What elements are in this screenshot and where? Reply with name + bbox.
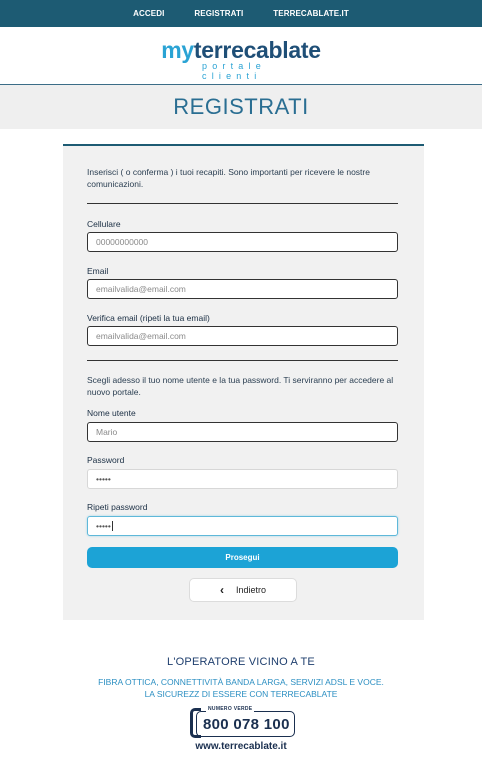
title-band bbox=[0, 85, 482, 129]
email-input[interactable]: emailvalida@email.com bbox=[87, 279, 398, 299]
chevron-left-icon: ‹ bbox=[219, 583, 224, 597]
indietro-label: Indietro bbox=[235, 585, 267, 595]
email-label: Email bbox=[87, 266, 109, 276]
cellulare-label: Cellulare bbox=[87, 219, 121, 229]
repeat-password-input[interactable]: ••••• bbox=[87, 516, 398, 536]
password-input[interactable]: ••••• bbox=[87, 469, 398, 489]
password-label: Password bbox=[87, 455, 125, 465]
footer-tagline: LA SICUREZZ DI ESSERE CON TERRECABLATE bbox=[144, 689, 338, 699]
nav-terrecablate-link[interactable]: TERRECABLATE.IT bbox=[273, 9, 349, 18]
divider bbox=[87, 360, 398, 361]
prosegui-button[interactable]: Prosegui bbox=[87, 547, 398, 568]
top-nav bbox=[0, 0, 482, 27]
logo-brand: terrecablate bbox=[193, 37, 321, 63]
page-title: REGISTRATI bbox=[173, 94, 309, 119]
logo-my: my bbox=[161, 37, 194, 63]
username-input[interactable]: Mario bbox=[87, 422, 398, 442]
credentials-intro: Scegli adesso il tuo nome utente e la tua password. Ti serviranno per accedere al nuovo portale. bbox=[87, 375, 394, 397]
indietro-button[interactable] bbox=[189, 578, 297, 602]
nav-accedi-link[interactable]: ACCEDI bbox=[133, 9, 165, 18]
logo[interactable] bbox=[0, 37, 482, 81]
numero-verde-number: 800 078 100 bbox=[203, 716, 290, 733]
numero-verde-badge[interactable] bbox=[188, 705, 298, 739]
repeat-password-label: Ripeti password bbox=[87, 502, 148, 512]
website-link[interactable]: www.terrecablate.it bbox=[195, 741, 287, 752]
divider bbox=[87, 203, 398, 204]
cellulare-input[interactable]: 00000000000 bbox=[87, 232, 398, 252]
verify-email-input[interactable]: emailvalida@email.com bbox=[87, 326, 398, 346]
footer-headline: L'OPERATORE VICINO A TE bbox=[167, 656, 315, 668]
contacts-intro: Inserisci ( o conferma ) i tuoi recapiti. Sono importanti per ricevere le nostre comunicazioni. bbox=[87, 167, 370, 189]
numero-verde-label: NUMERO VERDE bbox=[208, 706, 253, 712]
registration-form bbox=[63, 144, 424, 620]
logo-subtitle: portale clienti bbox=[202, 61, 266, 81]
verify-email-label: Verifica email (ripeti la tua email) bbox=[87, 313, 210, 323]
footer-services: FIBRA OTTICA, CONNETTIVITÀ BANDA LARGA, SERVIZI ADSL E VOCE. bbox=[98, 677, 384, 687]
nav-registrati-link[interactable]: REGISTRATI bbox=[194, 9, 244, 18]
text-caret bbox=[112, 521, 113, 531]
username-label: Nome utente bbox=[87, 408, 136, 418]
